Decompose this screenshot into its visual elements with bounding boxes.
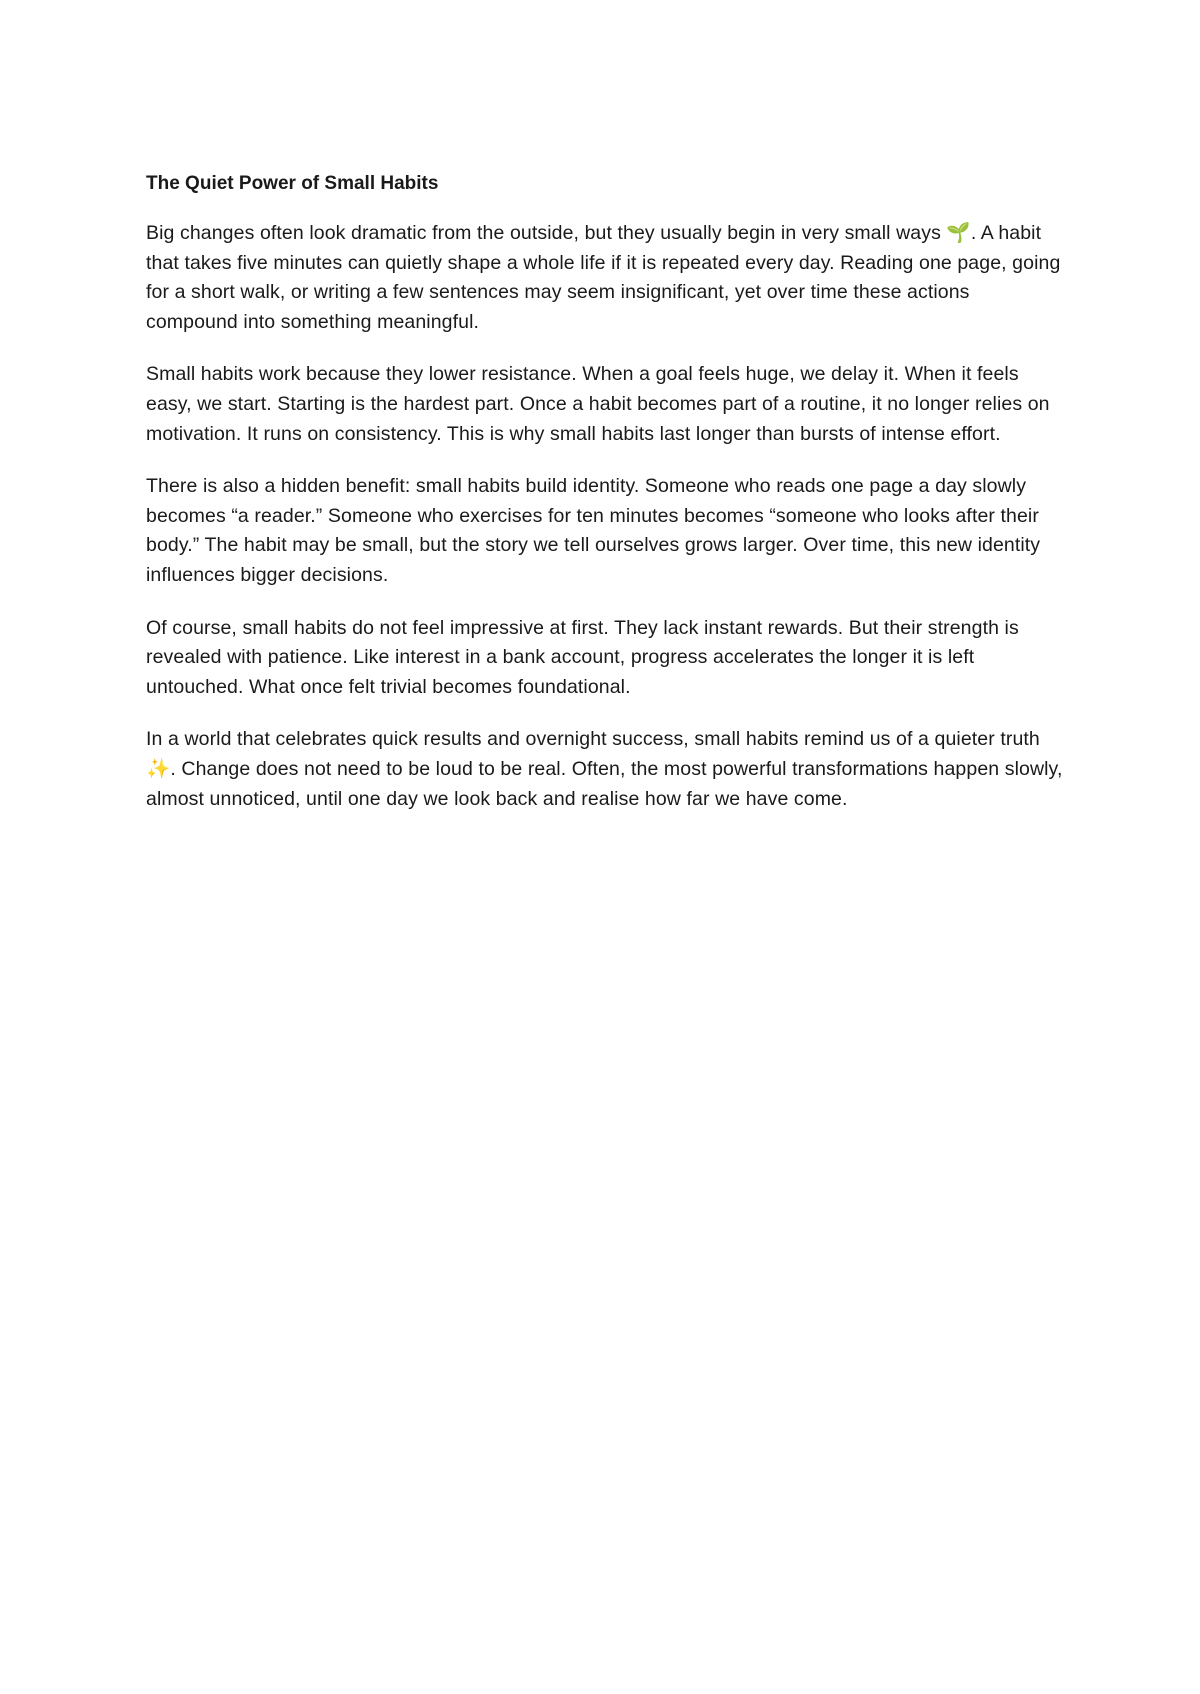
document-body — [146, 170, 1066, 837]
paragraph-2: Small habits work because they lower resistance. When a goal feels huge, we delay it. When it feels easy, we start. Starting is the hardest part. Once a habit becomes part of a routine, it no longer relies on motivation. It runs on consistency. This is why small habits last longer than bursts of intense effort. — [146, 363, 1050, 445]
document-title: The Quiet Power of Small Habits — [146, 173, 439, 194]
paragraph-1: Big changes often look dramatic from the outside, but they usually begin in very small ways 🌱. A habit that takes five minutes can quietly shape a whole life if it is repeated every day. Reading one page, going for a short walk, or writing a few sentences may seem insignificant, yet over time these actions compound into something meaningful. — [146, 222, 1061, 333]
paragraph-4: Of course, small habits do not feel impressive at first. They lack instant rewards. But their strength is revealed with patience. Like interest in a bank account, progress accelerates the longer it is left untouched. What once felt trivial becomes foundational. — [146, 616, 1019, 698]
paragraph-3: There is also a hidden benefit: small habits build identity. Someone who reads one page a day slowly becomes “a reader.” Someone who exercises for ten minutes becomes “someone who looks after their body.” The habit may be small, but the story we tell ourselves grows larger. Over time, this new identity influences bigger decisions. — [146, 475, 1041, 586]
paragraph-5: In a world that celebrates quick results and overnight success, small habits remind us of a quieter truth ✨. Change does not need to be loud to be real. Often, the most powerful transformations happen slowly, almost unnoticed, until one day we look back and realise how far we have come. — [146, 728, 1063, 810]
